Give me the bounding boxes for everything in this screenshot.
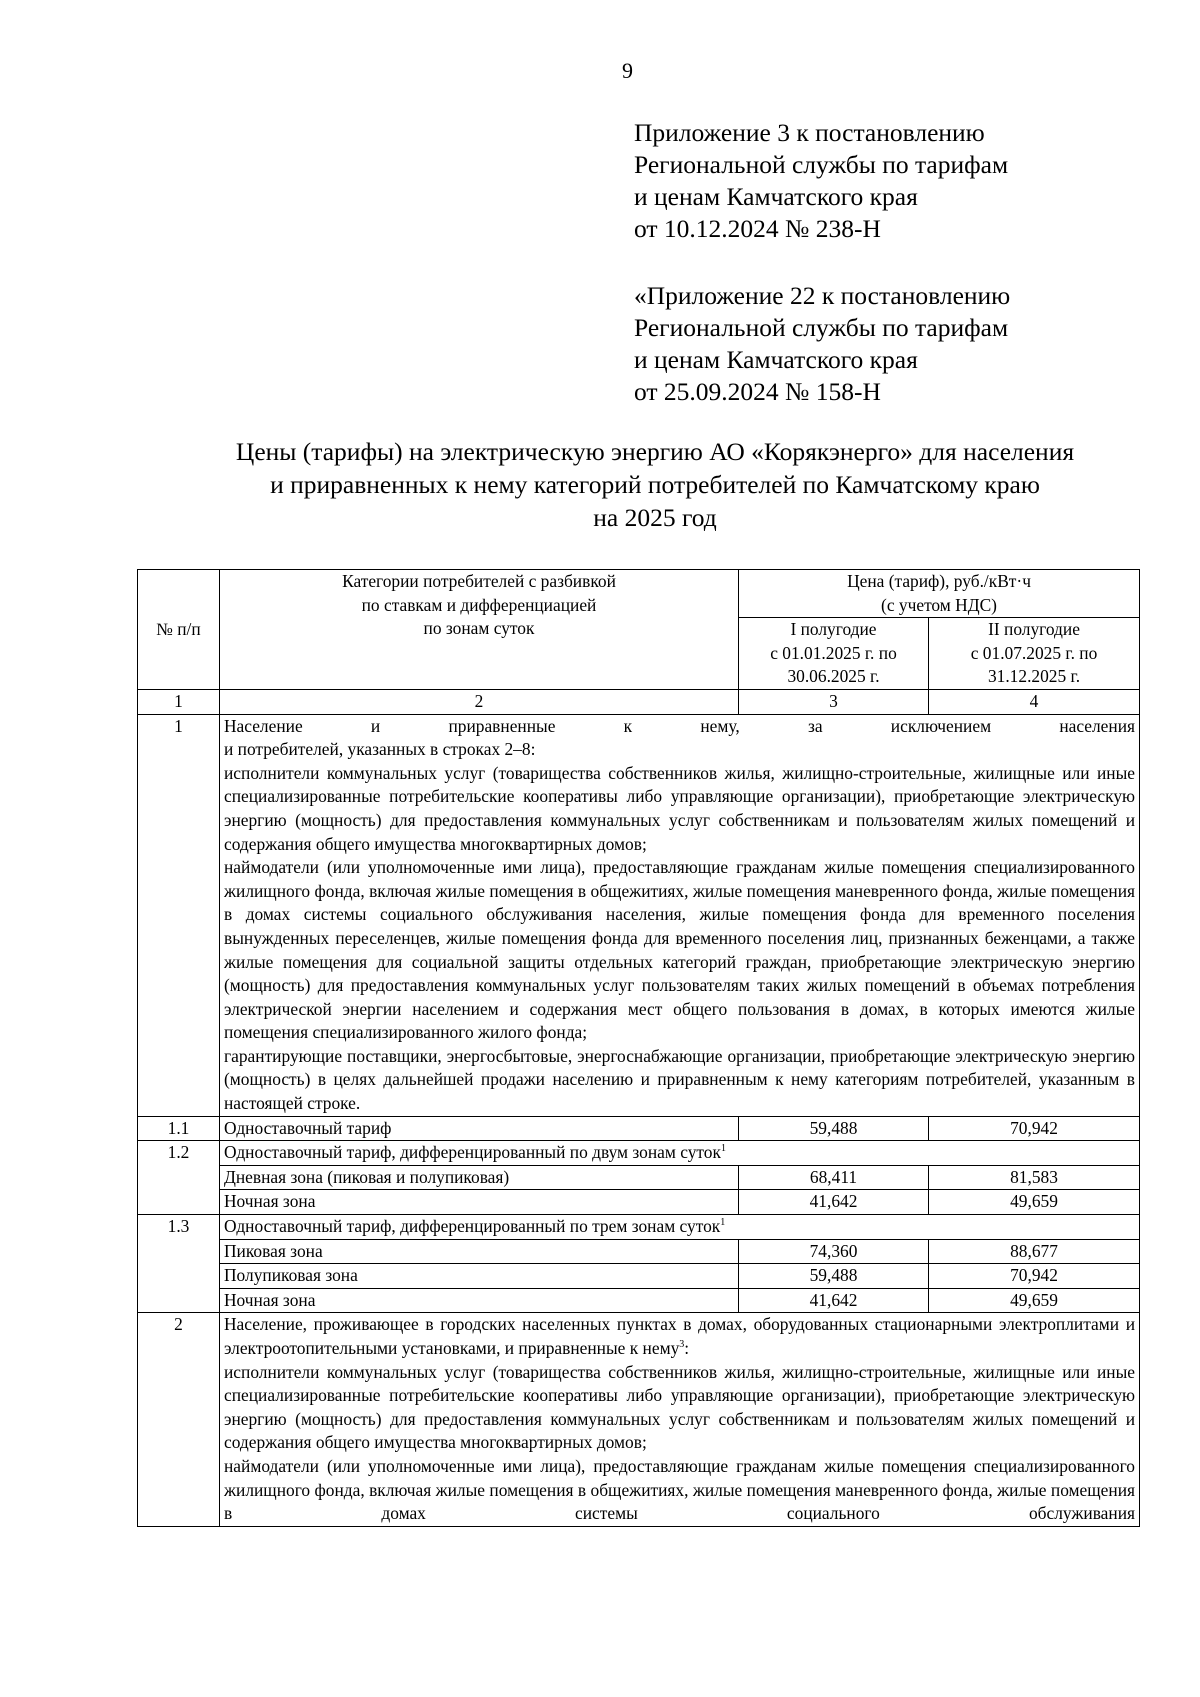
description-punct: : <box>684 1338 690 1358</box>
description-paragraph: исполнители коммунальных услуг (товарищества собственников жилья, жилищно-строительные, жилищные или иные специализированные потребительские кооперативы либо управляющие организации), приобретающие электрическую энергию (мощность) для предоставления коммунальных услуг собственникам и пользователям жилых помещений и содержания общего имущества многоквартирных домов; <box>224 762 1136 854</box>
price-half1: 59,488 <box>739 1264 929 1289</box>
appendix-current-block <box>634 117 1008 245</box>
price-half2: 81,583 <box>929 1165 1140 1190</box>
row-label-text: Одноставочный тариф, дифференцированный по трем зонам суток <box>224 1216 721 1237</box>
table-row <box>138 1116 1140 1141</box>
row-label-text: Одноставочный тариф, дифференцированный по двум зонам суток <box>224 1142 721 1163</box>
column-number: 2 <box>220 689 739 714</box>
appendix-current-line: и ценам Камчатского края <box>634 182 918 211</box>
tariff-table <box>137 569 1140 1527</box>
description-line: и потребителей, указанных в строках 2–8: <box>224 739 536 760</box>
price-half1: 68,411 <box>739 1165 929 1190</box>
appendix-previous-line: от 25.09.2024 № 158-Н <box>634 377 881 406</box>
row-number: 2 <box>138 1313 220 1526</box>
price-half1: 41,642 <box>739 1288 929 1313</box>
column-number: 4 <box>929 689 1140 714</box>
zone-label: Дневная зона (пиковая и полупиковая) <box>220 1165 739 1190</box>
description-text: Население, проживающее в городских населенных пунктах в домах, оборудованных стационарными электроплитами и электроотопительными установками, и приравненные к нему <box>224 1314 1136 1358</box>
column-number-row <box>138 689 1140 714</box>
header-half2: II полугодие с 01.07.2025 г. по 31.12.2025 г. <box>929 618 1140 690</box>
table-row <box>138 1313 1140 1526</box>
description-paragraph <box>224 1313 1135 1360</box>
appendix-previous-line: и ценам Камчатского края <box>634 345 918 374</box>
header-half1: I полугодие с 01.01.2025 г. по 30.06.2025 г. <box>739 618 929 690</box>
header-category: Категории потребителей с разбивкой по ставкам и дифференциацией по зонам суток <box>220 570 739 690</box>
footnote-mark: 1 <box>720 1143 726 1155</box>
appendix-current-line: Региональной службы по тарифам <box>634 150 1009 179</box>
appendix-previous-block <box>634 280 1010 408</box>
title-line: и приравненных к нему категорий потребителей по Камчатскому краю <box>270 470 1040 499</box>
price-half2: 70,942 <box>929 1264 1140 1289</box>
price-half1: 74,360 <box>739 1239 929 1264</box>
row-number: 1.2 <box>138 1141 220 1215</box>
table-row <box>138 1288 1140 1313</box>
appendix-current-line: Приложение 3 к постановлению <box>634 118 985 147</box>
footnote-mark: 1 <box>720 1217 726 1229</box>
zone-label: Полупиковая зона <box>220 1264 739 1289</box>
appendix-current-line: от 10.12.2024 № 238-Н <box>634 214 881 243</box>
price-half2: 88,677 <box>929 1239 1140 1264</box>
appendix-previous-line: «Приложение 22 к постановлению <box>634 281 1011 310</box>
row-description <box>220 714 1140 1116</box>
title-line: Цены (тарифы) на электрическую энергию АО «Корякэнерго» для населения <box>235 437 1075 466</box>
price-half1: 41,642 <box>739 1190 929 1215</box>
row-number: 1 <box>138 714 220 1116</box>
price-half2: 70,942 <box>929 1116 1140 1141</box>
description-line: Население и приравненные к нему, за исключением населения <box>224 715 1136 736</box>
column-number: 3 <box>739 689 929 714</box>
header-price: Цена (тариф), руб./кВт·ч (с учетом НДС) <box>739 570 1140 618</box>
price-half2: 49,659 <box>929 1190 1140 1215</box>
row-number: 1.1 <box>138 1116 220 1141</box>
page-number: 9 <box>622 58 633 83</box>
header-num: № п/п <box>138 570 220 690</box>
description-paragraph: исполнители коммунальных услуг (товарищества собственников жилья, жилищно-строительные, жилищные или иные специализированные потребительские кооперативы либо управляющие организации), приобретающие электрическую энергию (мощность) для предоставления коммунальных услуг собственникам и пользователям жилых помещений и содержания общего имущества многоквартирных домов; <box>224 1361 1136 1453</box>
row-label: Одноставочный тариф <box>220 1116 739 1141</box>
table-row <box>138 1141 1140 1166</box>
table-row <box>138 1239 1140 1264</box>
price-half1: 59,488 <box>739 1116 929 1141</box>
footnote-mark: 3 <box>679 1339 685 1351</box>
zone-label: Ночная зона <box>220 1190 739 1215</box>
row-label <box>220 1215 1140 1240</box>
description-paragraph: наймодатели (или уполномоченные ими лица), предоставляющие гражданам жилые помещения специализированного жилищного фонда, включая жилые помещения в общежитиях, жилые помещения маневренного фонда, жилые помещения в домах системы социального обслуживания <box>224 1455 1136 1524</box>
description-paragraph: наймодатели (или уполномоченные ими лица), предоставляющие гражданам жилые помещения специализированного жилищного фонда, включая жилые помещения в общежитиях, жилые помещения маневренного фонда, жилые помещения в домах системы социального обслуживания населения, жилые помещения фонда для временного поселения вынужденных переселенцев, жилые помещения фонда для временного поселения лиц, признанных беженцами, а также жилые помещения для социальной защиты отдельных категорий граждан, приобретающие электрическую энергию (мощность) для предоставления коммунальных услуг пользователям таких жилых помещений в объемах потребления электрической энергии населением и содержания мест общего пользования в домах, в которых имеются жилые помещения специализированного жилого фонда; <box>224 857 1136 1043</box>
row-description <box>220 1313 1140 1526</box>
row-number: 1.3 <box>138 1215 220 1313</box>
row-label <box>220 1141 1140 1166</box>
price-half2: 49,659 <box>929 1288 1140 1313</box>
table-row <box>138 714 1140 1116</box>
zone-label: Ночная зона <box>220 1288 739 1313</box>
header-row <box>138 570 1140 618</box>
title-line: на 2025 год <box>593 503 717 532</box>
table-row <box>138 1190 1140 1215</box>
appendix-previous-line: Региональной службы по тарифам <box>634 313 1009 342</box>
table-row <box>138 1165 1140 1190</box>
column-number: 1 <box>138 689 220 714</box>
description-paragraph: гарантирующие поставщики, энергосбытовые, энергоснабжающие организации, приобретающие электрическую энергию (мощность) в целях дальнейшей продажи населению и приравненным к нему категориям потребителей, указанным в настоящей строке. <box>224 1045 1136 1114</box>
table-row <box>138 1264 1140 1289</box>
document-title <box>150 435 1160 534</box>
table-row <box>138 1215 1140 1240</box>
zone-label: Пиковая зона <box>220 1239 739 1264</box>
